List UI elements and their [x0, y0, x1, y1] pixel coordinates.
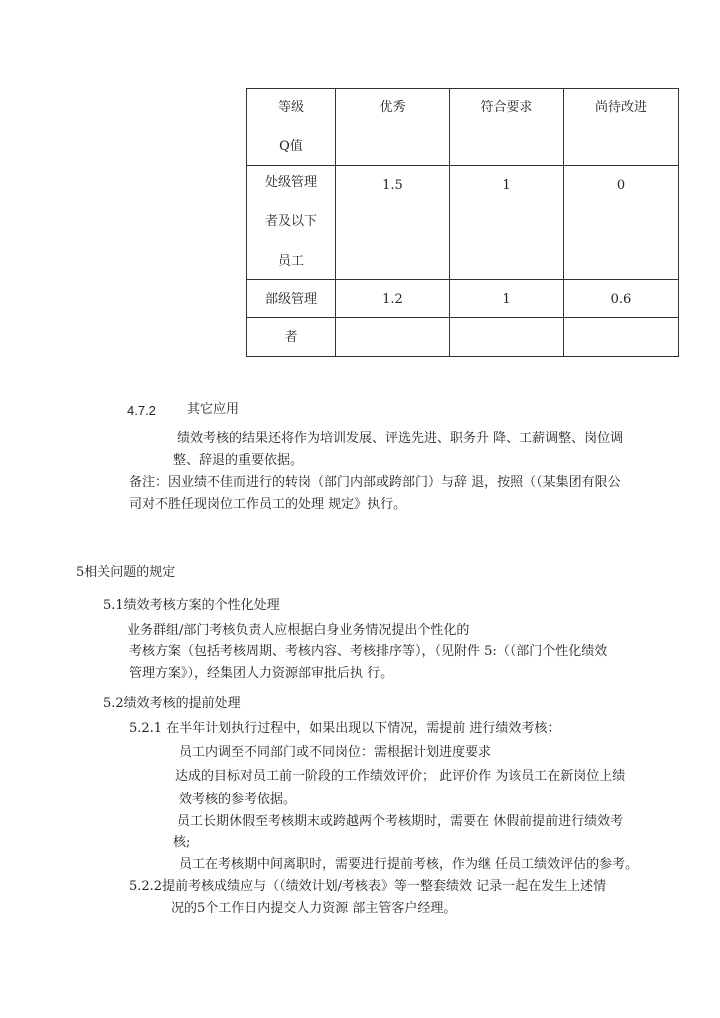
paragraph-line: 达成的目标对员工前一阶段的工作绩效评价； 此评价作 为该员工在新岗位上绩 — [175, 769, 626, 784]
table-row — [247, 166, 679, 280]
row2-meets-value: 1 — [502, 292, 511, 307]
paragraph-line: 管理方案》），经集团人力资源部审批后执 行。 — [129, 666, 394, 681]
row2-line1: 部级管理 — [264, 292, 317, 307]
row2-excellent-cell — [336, 280, 450, 318]
row1-meets-value: 1 — [502, 178, 511, 193]
paragraph-line: 核; — [173, 835, 191, 850]
q-value-table — [246, 88, 679, 357]
row1-improve-cell — [564, 166, 679, 280]
row1-line2: 者及以下 — [264, 214, 317, 229]
paragraph-line: 绩效考核的结果还将作为培训发展、评选先进、职务升 降、工薪调整、岗位调 — [177, 431, 624, 446]
subsection-title: 5.2绩效考核的提前处理 — [103, 696, 241, 711]
row1-improve-value: 0 — [616, 178, 626, 193]
grade-label: 等级 — [277, 100, 304, 115]
row1-grade-cell — [247, 166, 336, 280]
empty-cell — [336, 318, 450, 357]
paragraph-line: 效考核的参考依据。 — [179, 792, 297, 807]
excellent-header-cell — [336, 89, 450, 166]
meets-header-cell — [450, 89, 564, 166]
empty-cell — [564, 318, 679, 357]
paragraph-line: 况的5个工作日内提交人力资源 部主管客户经理。 — [171, 901, 457, 916]
grade-header-cell — [247, 89, 336, 166]
paragraph-line: 考核方案（包括考核周期、考核内容、考核排序等），（见附件 5:（（部门个性化绩效 — [129, 644, 608, 659]
empty-cell — [450, 318, 564, 357]
row2-meets-cell — [450, 280, 564, 318]
excellent-label: 优秀 — [379, 100, 406, 115]
row2-improve-value: 0.6 — [610, 292, 632, 307]
row1-excellent-value: 1.5 — [382, 178, 403, 193]
row2-grade-cont-cell — [247, 318, 336, 357]
paragraph-line: 5.2.1 在半年计划执行过程中，如果出现以下情况，需提前 进行绩效考核： — [129, 721, 561, 736]
row2-excellent-value: 1.2 — [382, 292, 403, 307]
paragraph-line: 整、辞退的重要依据。 — [173, 453, 304, 468]
row2-line2: 者 — [284, 330, 298, 345]
row2-grade-cell — [247, 280, 336, 318]
table-row — [247, 318, 679, 357]
table-header-row — [247, 89, 679, 166]
table-row — [247, 280, 679, 318]
section-number: 4.7.2 — [127, 403, 156, 418]
row1-meets-cell — [450, 166, 564, 280]
meets-label: 符合要求 — [480, 100, 533, 115]
note-line: 司对不胜任现岗位工作员工的处理 规定》执行。 — [129, 497, 407, 512]
paragraph-line: 员工长期休假至考核期末或跨越两个考核期时，需要在 休假前提前进行绩效考 — [177, 814, 624, 829]
improve-label: 尚待改进 — [594, 100, 647, 115]
paragraph-line: 5.2.2提前考核成绩应与（（绩效计划/考核表》等一整套绩效 记录一起在发生上述情 — [129, 879, 607, 894]
row2-improve-cell — [564, 280, 679, 318]
section-heading: 5相关问题的规定 — [76, 565, 176, 580]
section-title: 其它应用 — [187, 402, 240, 417]
note-line: 备注：因业绩不佳而进行的转岗（部门内部或跨部门）与辞 退，按照（（某集团有限公 — [129, 475, 621, 490]
subsection-title: 5.1绩效考核方案的个性化处理 — [103, 598, 280, 613]
row1-line3: 员工 — [277, 254, 304, 269]
q-value-label: Q值 — [279, 139, 303, 154]
paragraph-line: 员工内调至不同部门或不同岗位：需根据计划进度要求 — [179, 745, 492, 760]
paragraph-line: 业务群组/部门考核负责人应根据白身业务情况提出个性化的 — [127, 623, 470, 638]
paragraph-line: 员工在考核期中间离职时，需要进行提前考核，作为继 任员工绩效评估的参考。 — [179, 857, 639, 872]
improve-header-cell — [564, 89, 679, 166]
row1-line1: 处级管理 — [264, 175, 317, 190]
row1-excellent-cell — [336, 166, 450, 280]
